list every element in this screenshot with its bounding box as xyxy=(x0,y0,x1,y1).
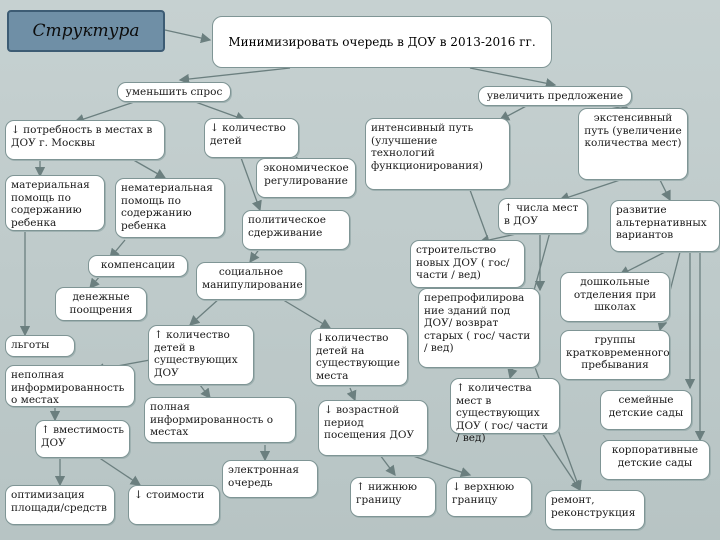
upper-bound-box: ↓ верхнюю границу xyxy=(446,477,532,517)
corporate-kg-box: корпоративные детские сады xyxy=(600,440,710,480)
structure-title: Структура xyxy=(7,10,165,52)
arrow-goal-demand xyxy=(180,68,290,80)
arrow-ext-places xyxy=(560,180,620,200)
short-stay-box: группы кратковременного пребывания xyxy=(560,330,670,380)
children-count-box: ↓ количество детей xyxy=(204,118,299,158)
age-period-box: ↓ возрастной период посещения ДОУ xyxy=(318,400,428,456)
arrow-age-upper xyxy=(410,455,470,475)
arrow-social-down xyxy=(280,298,330,328)
children-existing-up-box: ↑ количество детей в существующих ДОУ xyxy=(148,325,254,385)
reduce-demand-box: уменьшить спрос xyxy=(117,82,231,102)
construction-box: строительство новых ДОУ ( гос/ части / вед) xyxy=(410,240,525,288)
places-existing-box: ↑ количества мест в существующих ДОУ ( гос/ части / вед) xyxy=(450,378,560,434)
arrow-political-social xyxy=(250,248,260,262)
incomplete-awareness-box: неполная информированность о местах xyxy=(5,365,135,407)
compensation-box: компенсации xyxy=(88,255,188,277)
arrow-age-lower xyxy=(380,455,395,475)
repurpose-box: перепрофилирова ние зданий под ДОУ/ возврат старых ( гос/ части / вед) xyxy=(418,288,540,368)
places-up-box: ↑ числа мест в ДОУ xyxy=(498,198,588,234)
capacity-box: ↑ вместимость ДОУ xyxy=(35,420,130,458)
arrow-goal-supply xyxy=(470,68,555,85)
nonmaterial-help-box: нематериальная помощь по содержанию ребенка xyxy=(115,178,225,238)
social-manipulation-box: социальное манипулирование xyxy=(196,262,306,300)
preschool-depts-box: дошкольные отделения при школах xyxy=(560,272,670,322)
arrow-supply-intensive xyxy=(500,104,530,120)
e-queue-box: электронная очередь xyxy=(222,460,318,498)
arrow-need-nonmaterial xyxy=(130,158,165,178)
arrow-demand-children xyxy=(190,100,245,120)
increase-supply-box: увеличить предложение xyxy=(478,86,632,106)
arrow-existing-repair xyxy=(540,430,580,490)
extensive-path-box: экстенсивный путь (увеличение количества мест) xyxy=(578,108,688,180)
political-restraint-box: политическое сдерживание xyxy=(242,210,350,250)
goal-box: Минимизировать очередь в ДОУ в 2013-2016 гг. xyxy=(212,16,552,68)
arrow-social-up xyxy=(190,298,220,325)
arrow-title-goal xyxy=(165,30,210,40)
cash-incentives-box: денежные поощрения xyxy=(55,287,147,321)
arrow-down-age xyxy=(350,388,355,400)
alternatives-box: развитие альтернативных вариантов xyxy=(610,200,720,252)
full-awareness-box: полная информированность о местах xyxy=(144,397,296,443)
need-places-box: ↓ потребность в местах в ДОУ г. Москвы xyxy=(5,120,165,160)
benefits-box: льготы xyxy=(5,335,75,357)
arrow-capacity-cost xyxy=(95,455,140,485)
family-kg-box: семейные детские сады xyxy=(600,390,692,430)
material-help-box: материальная помощь по содержанию ребенка xyxy=(5,175,105,231)
intensive-path-box: интенсивный путь (улучшение технологий функционирования) xyxy=(365,118,510,190)
cost-box: ↓ стоимости xyxy=(128,485,220,525)
arrow-ext-alt xyxy=(660,180,670,200)
economic-regulation-box: экономическое регулирование xyxy=(256,158,356,198)
arrow-demand-need xyxy=(75,100,140,122)
area-optimization-box: оптимизация площади/средств xyxy=(5,485,115,525)
children-existing-down-box: ↓количество детей на существующие места xyxy=(310,328,408,386)
lower-bound-box: ↑ нижнюю границу xyxy=(350,477,436,517)
repair-box: ремонт, реконструкция xyxy=(545,490,645,530)
